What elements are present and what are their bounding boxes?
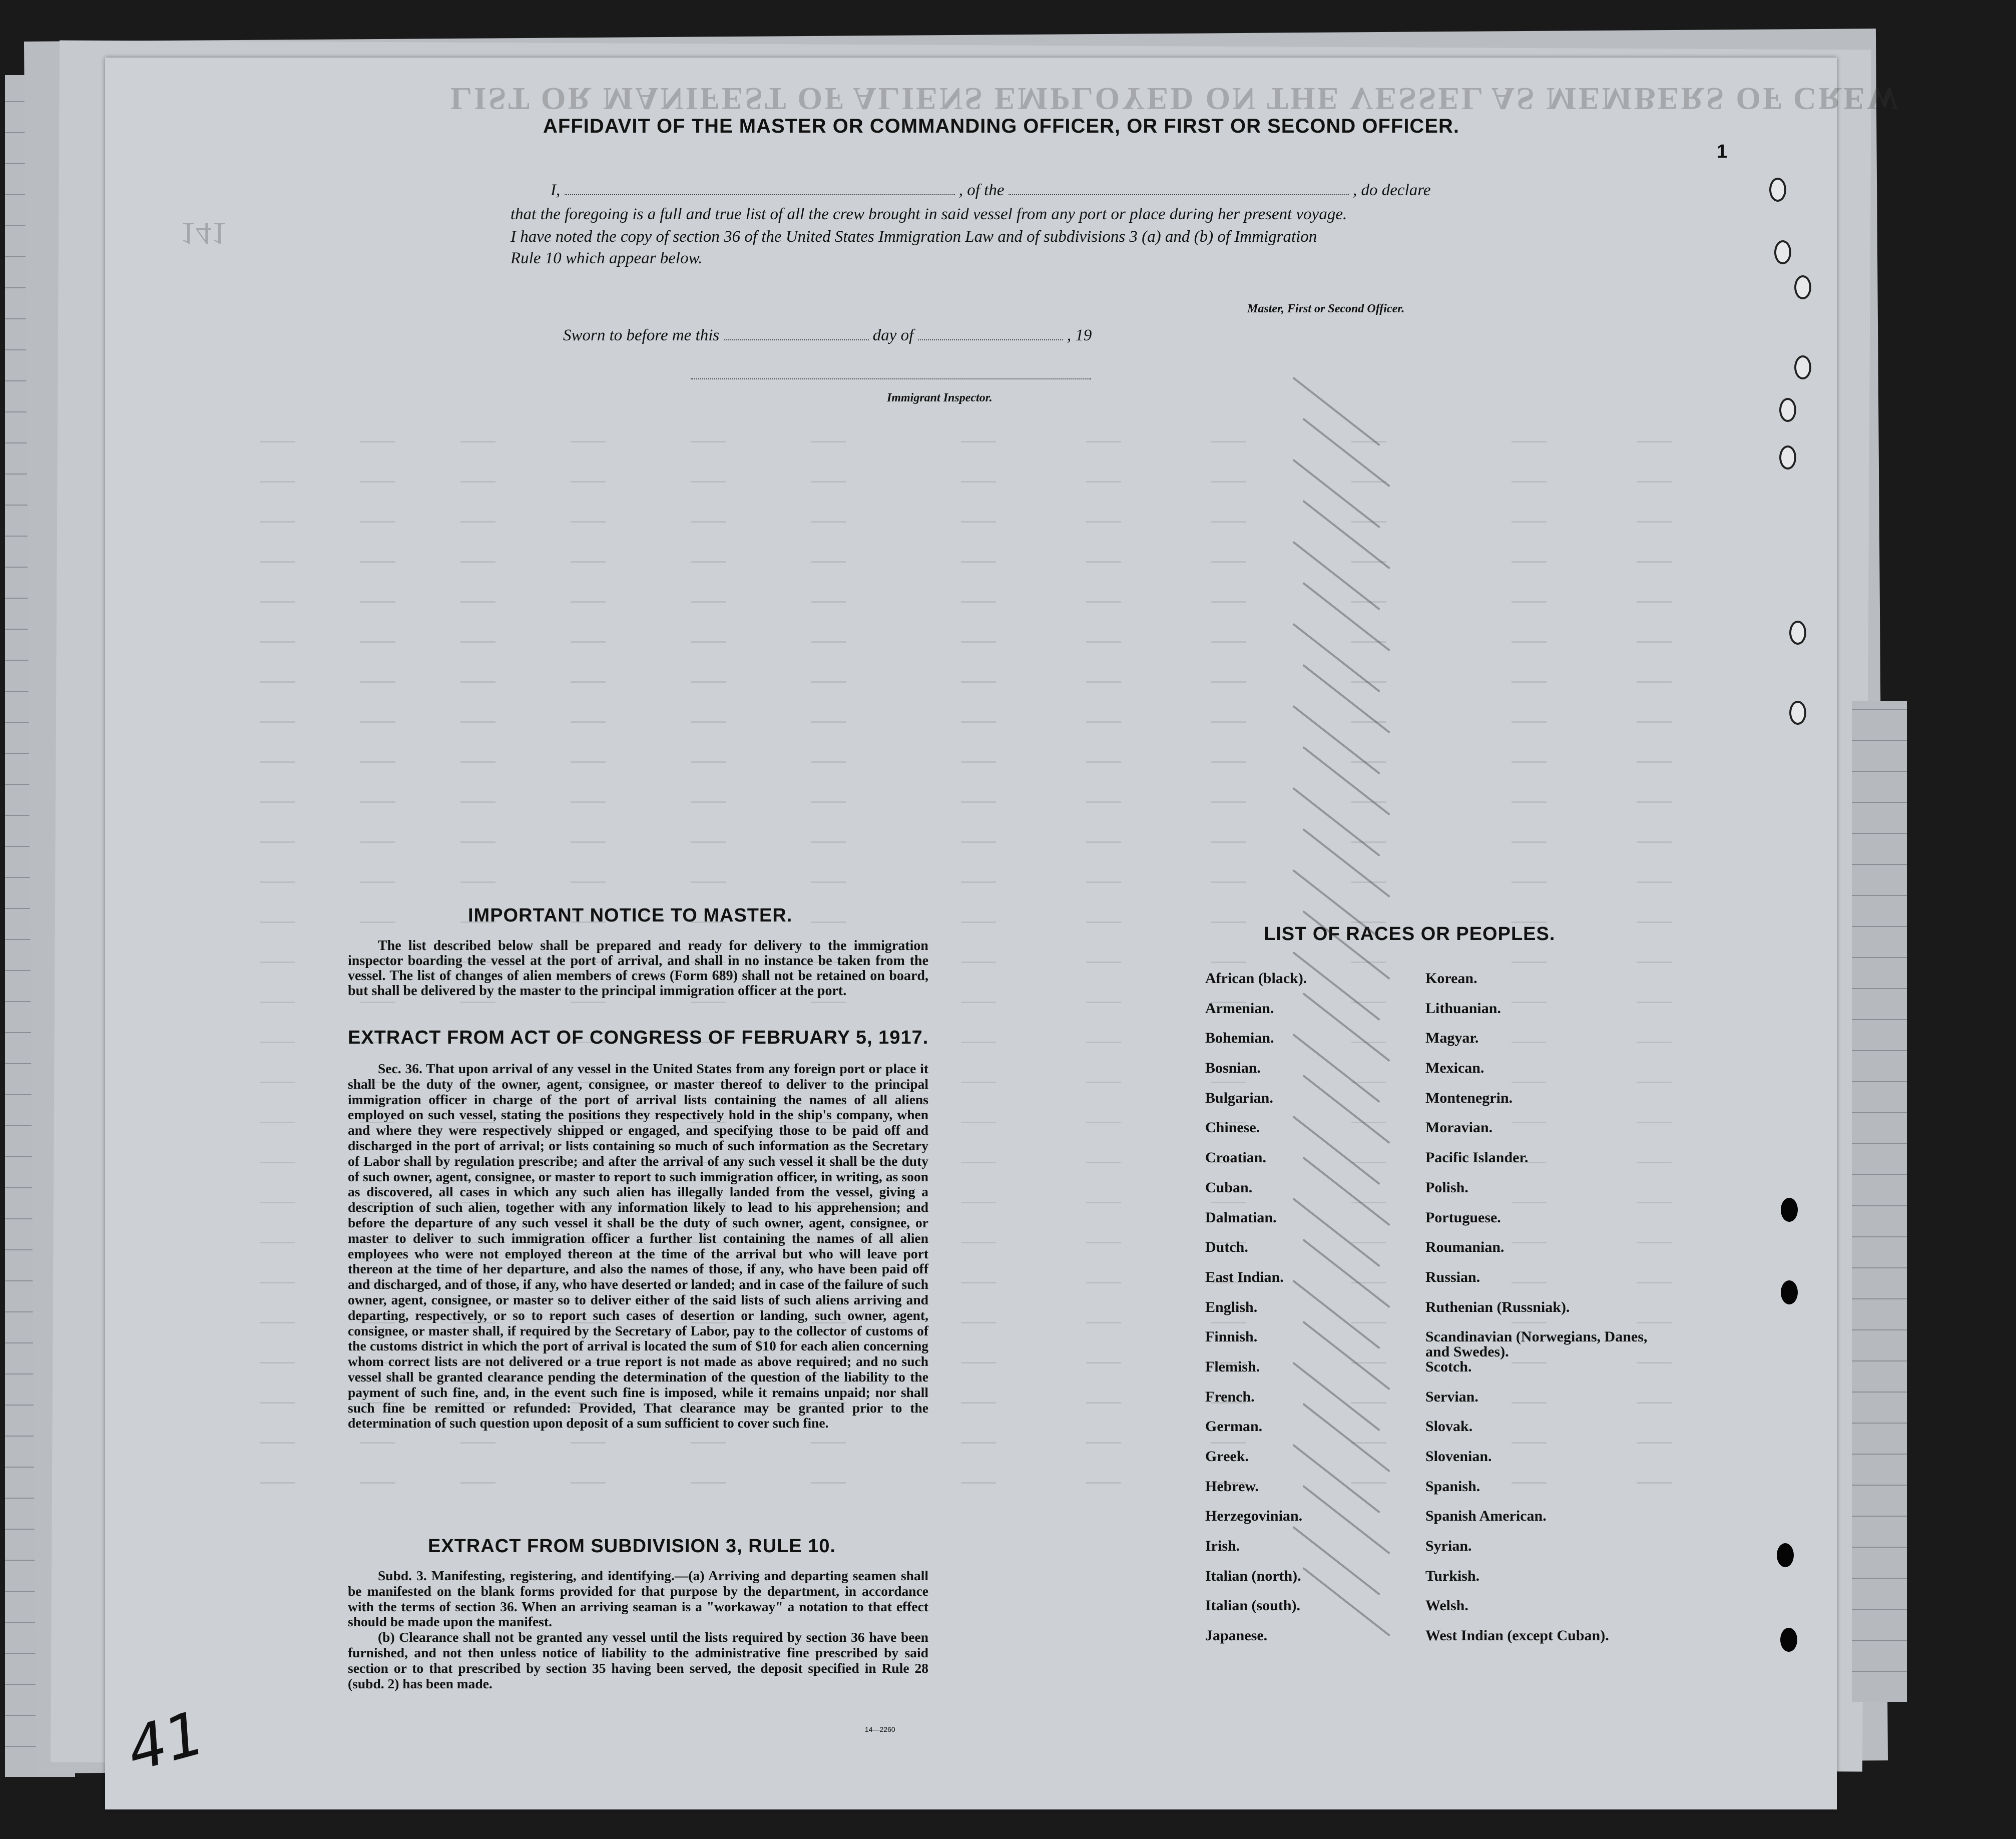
- race-item: Welsh.: [1425, 1597, 1468, 1614]
- bleed-through-cell: [961, 1146, 996, 1163]
- race-item: Montenegrin.: [1425, 1089, 1513, 1106]
- bleed-through-cell: [961, 946, 996, 963]
- race-item: Magyar.: [1425, 1030, 1479, 1047]
- affidavit-line-2: that the foregoing is a full and true list of all the crew brought in said vessel from any port or place during her present voyage.: [511, 205, 1347, 223]
- bleed-through-cell: [691, 466, 726, 483]
- bleed-through-cell: [260, 1387, 295, 1404]
- bleed-through-cell: [1211, 546, 1246, 563]
- race-item: French.: [1205, 1388, 1255, 1405]
- bleed-through-cell: [260, 1186, 295, 1203]
- race-item: African (black).: [1205, 970, 1307, 987]
- bleed-through-cell: [1637, 826, 1672, 843]
- bleed-through-cell: [260, 425, 295, 442]
- race-item: Dalmatian.: [1205, 1209, 1277, 1226]
- bleed-through-cell: [691, 506, 726, 523]
- bleed-through-cell: [1351, 1306, 1386, 1323]
- sworn-prefix: Sworn to before me this: [563, 326, 720, 344]
- bleed-through-cell: [1511, 546, 1547, 563]
- affidavit-i: I,: [551, 181, 561, 199]
- bleed-through-cell: [1637, 786, 1672, 803]
- bleed-through-cell: [1086, 1306, 1121, 1323]
- bleed-through-cell: [260, 1346, 295, 1363]
- bleed-through-cell: [1086, 1266, 1121, 1283]
- bleed-through-cell: [1086, 1467, 1121, 1484]
- race-item: Irish.: [1205, 1538, 1240, 1555]
- bleed-through-cell: [1637, 626, 1672, 643]
- bleed-through-cell: [1086, 1106, 1121, 1123]
- race-item: Korean.: [1425, 970, 1477, 987]
- bleed-through-cell: [460, 586, 495, 603]
- vessel-name-field[interactable]: [1009, 190, 1349, 195]
- bleed-through-cell: [1351, 1146, 1386, 1163]
- race-item: Polish.: [1425, 1179, 1468, 1196]
- bleed-through-heading: LIST OR MANIFEST OF ALIENS EMPLOYED ON THE VESSEL AS MEMBERS OF CREW: [450, 81, 1901, 117]
- bleed-through-cell: [691, 826, 726, 843]
- bleed-through-cell: [1086, 786, 1121, 803]
- bleed-through-cell: [1511, 906, 1547, 923]
- bleed-through-cell: [1511, 466, 1547, 483]
- bleed-through-cell: [571, 786, 606, 803]
- bleed-through-cell: [1086, 746, 1121, 763]
- bleed-through-cell: [360, 586, 395, 603]
- bleed-through-cell: [1211, 506, 1246, 523]
- bleed-through-cell: [1511, 746, 1547, 763]
- bleed-through-cell: [360, 666, 395, 683]
- bleed-through-cell: [1351, 1467, 1386, 1484]
- bleed-through-cell: [360, 506, 395, 523]
- affidavit-line-1: [551, 181, 1430, 200]
- bleed-through-cell: [1211, 826, 1246, 843]
- bleed-through-cell: [1086, 826, 1121, 843]
- page-mark: 1: [1717, 141, 1728, 162]
- bleed-through-cell: [260, 946, 295, 963]
- bleed-through-cell: [1637, 746, 1672, 763]
- bleed-through-cell: [260, 866, 295, 883]
- race-item: Slovak.: [1425, 1418, 1473, 1435]
- bleed-through-cell: [460, 746, 495, 763]
- bleed-through-cell: [1637, 906, 1672, 923]
- bleed-through-cell: [811, 706, 846, 723]
- bleed-through-cell: [360, 1467, 395, 1484]
- race-item: Japanese.: [1205, 1627, 1268, 1644]
- bleed-through-cell: [811, 1467, 846, 1484]
- important-notice-title: IMPORTANT NOTICE TO MASTER.: [468, 905, 793, 926]
- bleed-through-cell: [1086, 866, 1121, 883]
- bleed-through-cell: [1637, 586, 1672, 603]
- bleed-through-cell: [1086, 1387, 1121, 1404]
- extract-rule-title: EXTRACT FROM SUBDIVISION 3, RULE 10.: [428, 1536, 836, 1557]
- bleed-through-cell: [1637, 506, 1672, 523]
- bleed-through-cell: [961, 866, 996, 883]
- bleed-through-cell: [460, 666, 495, 683]
- race-item: Spanish.: [1425, 1478, 1480, 1495]
- bleed-through-cell: [260, 666, 295, 683]
- bleed-through-cell: [1086, 1346, 1121, 1363]
- bleed-through-cell: [691, 666, 726, 683]
- bleed-through-cell: [260, 706, 295, 723]
- bleed-through-cell: [1511, 706, 1547, 723]
- bleed-through-cell: [961, 1186, 996, 1203]
- bleed-through-cell: [260, 506, 295, 523]
- bleed-through-cell: [961, 786, 996, 803]
- bleed-through-cell: [1351, 1066, 1386, 1083]
- bleed-through-cell: [571, 666, 606, 683]
- bleed-through-cell: [571, 866, 606, 883]
- bleed-through-cell: [1211, 946, 1246, 963]
- bleed-through-cell: [961, 986, 996, 1003]
- bleed-through-cell: [1086, 506, 1121, 523]
- bleed-through-cell: [691, 786, 726, 803]
- race-item: Hebrew.: [1205, 1478, 1259, 1495]
- race-item: Roumanian.: [1425, 1239, 1504, 1256]
- bleed-through-cell: [1637, 706, 1672, 723]
- bleed-through-cell: [571, 466, 606, 483]
- bleed-through-cell: [460, 466, 495, 483]
- handwritten-corner-number: 41: [120, 1698, 212, 1785]
- sworn-year: , 19: [1067, 326, 1092, 344]
- bleed-through-cell: [961, 1306, 996, 1323]
- race-item: Servian.: [1425, 1388, 1478, 1405]
- bleed-through-cell: [691, 546, 726, 563]
- binding-hole: [1779, 398, 1796, 422]
- binding-hole: [1769, 178, 1786, 202]
- bleed-through-cell: [811, 746, 846, 763]
- affidavit-title: AFFIDAVIT OF THE MASTER OR COMMANDING OFFICER, OR FIRST OR SECOND OFFICER.: [543, 115, 1459, 137]
- bleed-through-cell: [460, 786, 495, 803]
- bleed-through-cell: [360, 706, 395, 723]
- bleed-through-cell: [260, 1306, 295, 1323]
- race-item: Mexican.: [1425, 1060, 1484, 1077]
- bleed-through-cell: [1211, 906, 1246, 923]
- sworn-day-of: day of: [872, 326, 914, 344]
- bleed-through-cell: [1511, 946, 1547, 963]
- section-36-text: Sec. 36. That upon arrival of any vessel in the United States from any foreign port or place it shall be the duty of the owner, agent, consignee, or master thereof to deliver to the principal immigration officer in charge of the port of arrival lists containing the names of all aliens employed on such vessel, stating the positions they respectively hold in the ship's company, when and where they were respectively shipped or engaged, and specifying those to be paid off and discharged in the port of arrival; or lists containing so much of such information as the Secretary of Labor shall by regulation prescribe; and after the arrival of any such vessel it shall be the duty of such owner, agent, consignee, or master to report to such immigration officer, in writing, as soon as discovered, all cases in which any such alien has illegally landed from the vessel, giving a description of such alien, together with any information likely to lead to his apprehension; and before the departure of any such vessel it shall be the duty of such owner, agent, consignee, or master to deliver to such immigration officer a further list containing the names of all alien employees who were not employed thereon at the time of the arrival but who will leave port thereon at the time of her departure, and also the names of those, if any, who have been paid off and discharged, and of those, if any, who have deserted or landed; and in case of the failure of such owner, agent, consignee, or master so to deliver either of the said lists of such aliens arriving and departing, respectively, or so to report such cases of desertion or landing, such owner, agent, consignee, or master shall, if required by the Secretary of Labor, pay to the collector of customs of the customs district in which the port of arrival is located the sum of $10 for each alien concerning whom correct lists are not delivered or a true report is not made as above required; and no such vessel shall be granted clearance pending the determination of the question of the liability to the payment of such fine, and, in the event such fine is imposed, while it remains unpaid; nor shall such fine be remitted or refunded: Provided, That clearance may be granted prior to the determination of such question upon deposit of a sum sufficient to cover such fine.: [348, 1061, 928, 1431]
- bleed-through-cell: [1211, 706, 1246, 723]
- race-item: Slovenian.: [1425, 1448, 1492, 1465]
- bleed-through-cell: [360, 826, 395, 843]
- bleed-through-cell: [260, 466, 295, 483]
- binding-hole: [1794, 355, 1811, 379]
- races-right-column: [1425, 971, 1666, 1658]
- race-item: Moravian.: [1425, 1119, 1493, 1136]
- race-item: Portuguese.: [1425, 1209, 1501, 1226]
- bleed-through-cell: [1351, 1226, 1386, 1243]
- bleed-through-cell: [811, 826, 846, 843]
- bleed-through-cell: [811, 626, 846, 643]
- races-list-title: LIST OF RACES OR PEOPLES.: [1264, 924, 1556, 945]
- bleed-through-cell: [460, 866, 495, 883]
- binding-hole: [1774, 240, 1791, 264]
- bleed-through-cell: [360, 746, 395, 763]
- bleed-through-cell: [1351, 826, 1386, 843]
- bleed-through-cell: [260, 1106, 295, 1123]
- binding-hole: [1779, 445, 1796, 470]
- race-item: Scandinavian (Norwegians, Danes, and Swedes).: [1425, 1328, 1648, 1360]
- bleed-through-cell: [961, 1467, 996, 1484]
- race-item: Croatian.: [1205, 1149, 1266, 1166]
- bleed-through-cell: [1511, 425, 1547, 442]
- bleed-through-cell: [571, 706, 606, 723]
- bleed-through-cell: [260, 1427, 295, 1444]
- bleed-through-cell: [811, 546, 846, 563]
- race-item: Ruthenian (Russniak).: [1425, 1298, 1570, 1315]
- bleed-through-cell: [1211, 425, 1246, 442]
- race-item: German.: [1205, 1418, 1263, 1435]
- bleed-through-cell: [1086, 906, 1121, 923]
- bleed-through-cell: [811, 786, 846, 803]
- bleed-through-cell: [1211, 666, 1246, 683]
- bleed-through-cell: [961, 586, 996, 603]
- bleed-through-cell: [1637, 946, 1672, 963]
- bleed-through-cell: [571, 826, 606, 843]
- bleed-through-cell: [1086, 425, 1121, 442]
- bleed-through-cell: [360, 786, 395, 803]
- bleed-through-cell: [1086, 626, 1121, 643]
- bleed-through-cell: [260, 1026, 295, 1043]
- race-item: Armenian.: [1205, 1000, 1274, 1017]
- bleed-through-cell: [691, 586, 726, 603]
- bleed-through-cell: [571, 746, 606, 763]
- bleed-through-cell: [1511, 786, 1547, 803]
- binding-hole: [1777, 1543, 1794, 1567]
- bleed-through-cell: [1086, 1146, 1121, 1163]
- bleed-through-cell: [961, 746, 996, 763]
- bleed-through-cell: [1086, 466, 1121, 483]
- bleed-through-cell: [1351, 1387, 1386, 1404]
- bleed-through-cell: [460, 546, 495, 563]
- bleed-through-cell: [571, 546, 606, 563]
- race-item: East Indian.: [1205, 1268, 1284, 1285]
- bleed-through-cell: [1637, 666, 1672, 683]
- extract-act-title: EXTRACT FROM ACT OF CONGRESS OF FEBRUARY 5, 1917.: [348, 1027, 929, 1048]
- bleed-through-cell: [691, 1467, 726, 1484]
- race-item: Italian (south).: [1205, 1597, 1301, 1614]
- bleed-through-cell: [961, 466, 996, 483]
- bleed-through-cell: [1211, 746, 1246, 763]
- binding-hole: [1794, 275, 1811, 299]
- bleed-through-cell: [691, 866, 726, 883]
- bleed-through-cell: [260, 1467, 295, 1484]
- sworn-line: [563, 326, 1092, 345]
- race-item: Finnish.: [1205, 1328, 1258, 1345]
- bleed-through-cell: [1086, 706, 1121, 723]
- bleed-through-cell: [571, 425, 606, 442]
- race-item: Chinese.: [1205, 1119, 1260, 1136]
- bleed-through-cell: [460, 706, 495, 723]
- binding-hole: [1789, 621, 1806, 645]
- bleed-through-cell: [811, 425, 846, 442]
- bleed-through-cell: [961, 425, 996, 442]
- bleed-through-cell: [961, 546, 996, 563]
- sworn-month-field[interactable]: [918, 335, 1063, 340]
- bleed-through-cell: [460, 506, 495, 523]
- inspector-signature-line[interactable]: [691, 374, 1091, 379]
- bleed-through-cell: [571, 626, 606, 643]
- bleed-through-cell: [1637, 866, 1672, 883]
- bleed-through-cell: [811, 466, 846, 483]
- bleed-through-cell: [1086, 1026, 1121, 1043]
- binding-hole: [1789, 701, 1806, 725]
- bleed-through-cell: [260, 1066, 295, 1083]
- sworn-day-field[interactable]: [724, 335, 869, 340]
- affidavit-line-4: Rule 10 which appear below.: [511, 249, 703, 267]
- bleed-through-cell: [360, 866, 395, 883]
- bleed-through-cell: [460, 626, 495, 643]
- bleed-through-cell: [1351, 1346, 1386, 1363]
- rule-10-text: [348, 1568, 928, 1691]
- bleed-through-cell: [961, 1066, 996, 1083]
- race-item: Cuban.: [1205, 1179, 1253, 1196]
- bleed-through-cell: [260, 546, 295, 563]
- important-notice-text: The list described below shall be prepared and ready for delivery to the immigration inspector boarding the vessel at the port of arrival, and shall in no instance be taken from the vessel. The list of changes of alien members of crews (Form 689) shall not be retained on board, but shall be delivered by the master to the principal immigration officer at the port.: [348, 938, 928, 999]
- bleed-through-cell: [360, 546, 395, 563]
- bleed-through-cell: [691, 626, 726, 643]
- bleed-through-cell: [1211, 626, 1246, 643]
- bleed-through-cell: [571, 1467, 606, 1484]
- bleed-through-cell: [1086, 1186, 1121, 1203]
- bleed-through-cell: [1211, 586, 1246, 603]
- affidavit-declare: , do declare: [1352, 181, 1431, 199]
- bleed-through-cell: [1637, 546, 1672, 563]
- bleed-through-cell: [260, 826, 295, 843]
- rule-10-paragraph-b: (b) Clearance shall not be granted any vessel until the lists required by section 36 have been furnished, and not then unless notice of liability to the administrative fine prescribed by said section or to that prescribed by section 35 having been served, the deposit specified in Rule 28 (subd. 2) has been made.: [348, 1629, 928, 1691]
- bleed-through-cell: [460, 425, 495, 442]
- bleed-through-cell: [460, 1467, 495, 1484]
- form-number: 14—2260: [865, 1725, 895, 1733]
- bleed-through-cell: [260, 1146, 295, 1163]
- race-item: Flemish.: [1205, 1358, 1260, 1375]
- race-item: Bohemian.: [1205, 1030, 1274, 1047]
- race-item: English.: [1205, 1298, 1258, 1315]
- bleed-through-cell: [961, 1106, 996, 1123]
- bleed-through-cell: [1351, 1427, 1386, 1444]
- rule-10-paragraph-a: Subd. 3. Manifesting, registering, and identifying.—(a) Arriving and departing seamen shall be manifested on the blank forms provided for that purpose by the department, in accordance with the terms of section 36. When an arriving seaman is a "workaway" a notation to that effect should be made upon the manifest.: [348, 1568, 928, 1630]
- race-item: Greek.: [1205, 1448, 1249, 1465]
- bleed-through-cell: [811, 906, 846, 923]
- bleed-through-cell: [1086, 1066, 1121, 1083]
- bleed-through-cell: [260, 786, 295, 803]
- race-item: Bulgarian.: [1205, 1089, 1273, 1106]
- bleed-through-cell: [961, 1346, 996, 1363]
- bleed-through-cell: [260, 1226, 295, 1243]
- binding-hole: [1780, 1628, 1797, 1652]
- binding-hole: [1781, 1280, 1798, 1304]
- bleed-through-cell: [691, 425, 726, 442]
- race-item: Russian.: [1425, 1268, 1480, 1285]
- race-item: Dutch.: [1205, 1239, 1248, 1256]
- bleed-through-cell: [260, 626, 295, 643]
- bleed-through-cell: [571, 586, 606, 603]
- bleed-through-cell: [1511, 626, 1547, 643]
- master-signature-label: Master, First or Second Officer.: [1247, 302, 1405, 315]
- bleed-through-cell: [961, 1226, 996, 1243]
- bleed-through-cell: [460, 826, 495, 843]
- bleed-through-page-number: 141: [180, 216, 227, 250]
- race-item: Syrian.: [1425, 1538, 1472, 1555]
- bleed-through-cell: [1511, 586, 1547, 603]
- background-ledger-strip-right: [1852, 701, 1907, 1702]
- bleed-through-cell: [360, 626, 395, 643]
- race-item: Pacific Islander.: [1425, 1149, 1529, 1166]
- bleed-through-cell: [691, 746, 726, 763]
- bleed-through-cell: [1211, 466, 1246, 483]
- bleed-through-cell: [1351, 1106, 1386, 1123]
- inspector-label: Immigrant Inspector.: [887, 391, 992, 404]
- bleed-through-cell: [360, 425, 395, 442]
- bleed-through-cell: [571, 506, 606, 523]
- race-item: Italian (north).: [1205, 1567, 1301, 1584]
- race-item: Bosnian.: [1205, 1060, 1261, 1077]
- race-item: Turkish.: [1425, 1567, 1480, 1584]
- bleed-through-cell: [1511, 866, 1547, 883]
- bleed-through-cell: [1511, 506, 1547, 523]
- bleed-through-cell: [961, 626, 996, 643]
- bleed-through-cell: [360, 906, 395, 923]
- bleed-through-cell: [260, 586, 295, 603]
- binding-hole: [1781, 1198, 1798, 1222]
- race-item: Spanish American.: [1425, 1508, 1547, 1525]
- bleed-through-cell: [260, 746, 295, 763]
- bleed-through-cell: [260, 986, 295, 1003]
- bleed-through-cell: [811, 866, 846, 883]
- bleed-through-cell: [1211, 786, 1246, 803]
- bleed-through-cell: [1637, 425, 1672, 442]
- bleed-through-cell: [961, 906, 996, 923]
- bleed-through-cell: [360, 466, 395, 483]
- races-left-column: [1205, 971, 1307, 1658]
- bleed-through-cell: [961, 506, 996, 523]
- bleed-through-cell: [961, 1387, 996, 1404]
- bleed-through-cell: [811, 506, 846, 523]
- officer-name-field[interactable]: [565, 190, 955, 195]
- bleed-through-cell: [961, 666, 996, 683]
- bleed-through-cell: [260, 906, 295, 923]
- bleed-through-cell: [961, 706, 996, 723]
- bleed-through-cell: [1086, 946, 1121, 963]
- bleed-through-cell: [1511, 826, 1547, 843]
- bleed-through-cell: [1511, 666, 1547, 683]
- bleed-through-cell: [1211, 866, 1246, 883]
- bleed-through-cell: [961, 1026, 996, 1043]
- affidavit-of-the: , of the: [958, 181, 1004, 199]
- race-item: Lithuanian.: [1425, 1000, 1501, 1017]
- bleed-through-cell: [260, 1266, 295, 1283]
- bleed-through-cell: [811, 666, 846, 683]
- bleed-through-cell: [961, 1427, 996, 1444]
- race-item: West Indian (except Cuban).: [1425, 1627, 1609, 1644]
- bleed-through-cell: [1086, 1226, 1121, 1243]
- bleed-through-cell: [811, 586, 846, 603]
- race-item: Herzegovinian.: [1205, 1508, 1303, 1525]
- bleed-through-cell: [691, 706, 726, 723]
- bleed-through-cell: [961, 1266, 996, 1283]
- bleed-through-cell: [1086, 1427, 1121, 1444]
- bleed-through-cell: [1086, 546, 1121, 563]
- bleed-through-cell: [961, 826, 996, 843]
- bleed-through-cell: [1086, 586, 1121, 603]
- bleed-through-cell: [1637, 466, 1672, 483]
- bleed-through-cell: [1086, 986, 1121, 1003]
- bleed-through-cell: [1086, 666, 1121, 683]
- race-item: Scotch.: [1425, 1358, 1472, 1375]
- affidavit-line-3: I have noted the copy of section 36 of the United States Immigration Law and of subdivisions 3 (a) and (b) of Immigration: [511, 228, 1317, 246]
